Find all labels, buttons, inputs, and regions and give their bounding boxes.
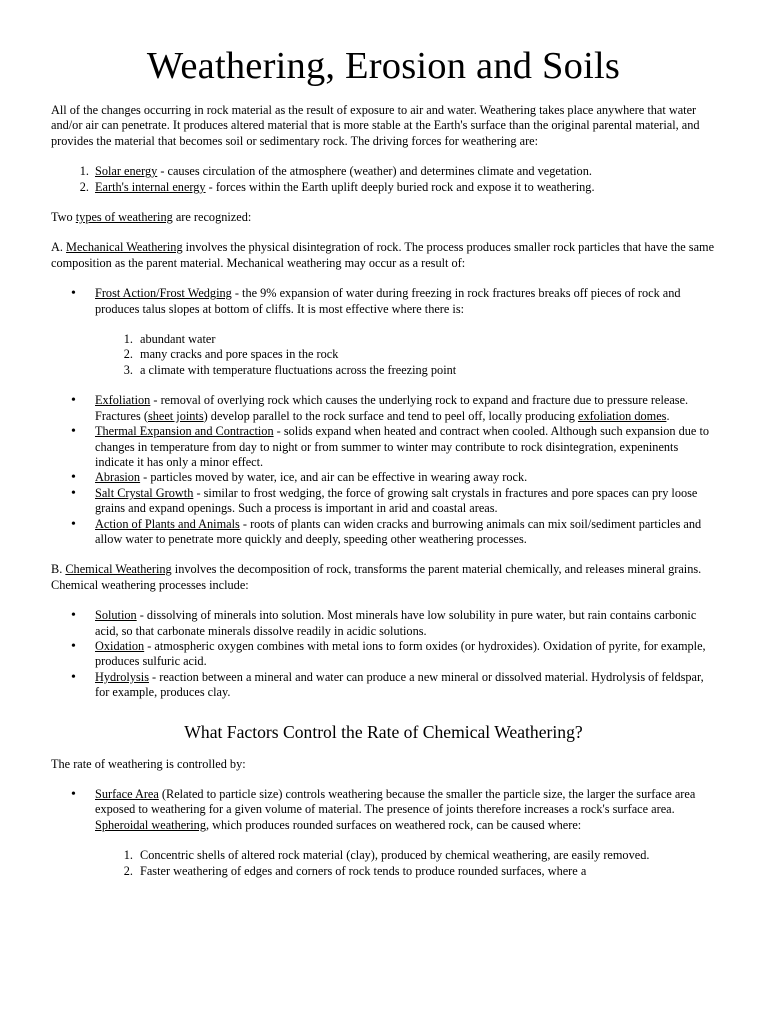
frost-conditions-list xyxy=(51,332,716,378)
list-item: 1. Solar energy - causes circulation of the atmosphere (weather) and determines climate and vegetation. xyxy=(79,164,592,179)
chemical-weathering-intro: B. Chemical Weathering involves the decomposition of rock, transforms the parent material chemically, and releases mineral grains. Chemical weathering processes include: xyxy=(51,562,702,592)
term: Earth's internal energy xyxy=(95,179,206,194)
bullet-icon: • xyxy=(71,669,76,685)
term: Mechanical Weathering xyxy=(66,240,183,255)
term: Hydrolysis xyxy=(95,669,149,684)
document-title: Weathering, Erosion and Soils xyxy=(146,45,621,87)
bullet-icon: • xyxy=(71,393,76,409)
bullet-icon: • xyxy=(71,424,76,440)
term: Abrasion xyxy=(95,470,141,485)
bullet-icon: • xyxy=(71,485,76,501)
term: Action of Plants and Animals xyxy=(95,516,240,531)
section-heading: What Factors Control the Rate of Chemical Weathering? xyxy=(184,721,583,742)
list-item: • Thermal Expansion and Contraction - solids expand when heated and contract when cooled. Although such expansion due to changes in temperature from day to night or from summer to winter may contribute to rock disintegration, expeninents indicate it has only a minor effect. xyxy=(71,424,710,469)
mechanical-processes-list xyxy=(51,393,716,547)
term: Chemical Weathering xyxy=(65,562,172,577)
list-item: 3. a climate with temperature fluctuations across the freezing point xyxy=(123,362,457,377)
intro-paragraph: All of the changes occurring in rock material as the result of exposure to air and water. Weathering takes place anywhere that water and/or air can penetrate. It produces altered material that is more stable at the Earth's surface than the original parental material, and provides the material that becomes soil or sedimentary rock. The driving forces for weathering are: xyxy=(51,103,700,148)
spheroidal-causes-list xyxy=(51,848,716,879)
frost-list xyxy=(51,286,716,317)
bullet-icon: • xyxy=(71,608,76,624)
rate-intro: The rate of weathering is controlled by: xyxy=(51,756,246,771)
bullet-icon: • xyxy=(71,516,76,532)
list-item: • Oxidation - atmospheric oxygen combines with metal ions to form oxides (or hydroxides). Oxidation of pyrite, for example, produces sulfuric acid. xyxy=(71,638,706,669)
term: exfoliation domes xyxy=(577,408,667,423)
list-item: • Frost Action/Frost Wedging - the 9% expansion of water during freezing in rock fractures breaks off pieces of rock and produces talus slopes at bottom of cliffs. It is most effective where there is: xyxy=(71,286,681,316)
term: Salt Crystal Growth xyxy=(95,485,194,500)
list-item: 1. Concentric shells of altered rock material (clay), produced by chemical weathering, are easily removed. xyxy=(123,848,650,863)
term: Solar energy xyxy=(95,164,158,179)
mechanical-weathering-intro: A. Mechanical Weathering involves the physical disintegration of rock. The process produces smaller rock particles that have the same composition as the parent material. Mechanical weathering may occur as a result of: xyxy=(51,240,715,270)
term: types of weathering xyxy=(75,210,173,225)
bullet-icon: • xyxy=(71,286,76,302)
term: Frost Action/Frost Wedging xyxy=(95,286,232,301)
term: Thermal Expansion and Contraction xyxy=(95,424,274,439)
list-item: • Solution - dissolving of minerals into solution. Most minerals have low solubility in pure water, but rain contains carbonic acid, so that carbonate minerals dissolve readily in acidic solutions. xyxy=(71,608,697,638)
bullet-icon: • xyxy=(71,787,76,802)
term: Exfoliation xyxy=(95,393,151,408)
list-item: • Exfoliation - removal of overlying rock which causes the underlying rock to expand and fracture due to pressure release. Fractures (sheet joints) develop parallel to the rock surface and tend to peel off, locally producing exfoliation domes. xyxy=(71,393,689,423)
bullet-icon: • xyxy=(71,638,76,654)
term: sheet joints xyxy=(147,408,204,423)
list-item: 2. Faster weathering of edges and corners of rock tends to produce rounded surfaces, where a xyxy=(123,863,587,878)
list-item: • Hydrolysis - reaction between a mineral and water can produce a new mineral or dissolved material. Hydrolysis of feldspar, for example, produces clay. xyxy=(71,669,704,700)
list-item: 1. abundant water xyxy=(123,332,216,347)
driving-forces-list xyxy=(51,164,716,195)
rate-factors-list xyxy=(51,787,716,833)
term: Oxidation xyxy=(95,638,145,653)
chemical-processes-list xyxy=(51,608,716,700)
list-item: • Abrasion - particles moved by water, ice, and air can be effective in wearing away rock. xyxy=(71,470,528,486)
types-of-weathering-line: Two types of weathering are recognized: xyxy=(51,210,252,225)
list-item: 2. Earth's internal energy - forces within the Earth uplift deeply buried rock and expose it to weathering. xyxy=(79,179,595,194)
term: Solution xyxy=(95,608,137,623)
list-item: • Salt Crystal Growth - similar to frost wedging, the force of growing salt crystals in fractures and pore spaces can pry loose grains and expand openings. Such a process is important in arid and coastal areas. xyxy=(71,485,698,516)
list-item: • Surface Area (Related to particle size) controls weathering because the smaller the particle size, the larger the surface area exposed to weathering for a given volume of material. The presence of joints therefore increases a rock's surface area. Spheroidal weathering, which produces rounded surfaces on weathered rock, can be caused where: xyxy=(71,787,696,832)
term: Spheroidal weathering xyxy=(95,817,206,832)
term: Surface Area xyxy=(95,787,159,801)
bullet-icon: • xyxy=(71,470,76,486)
list-item: 2. many cracks and pore spaces in the rock xyxy=(123,347,339,362)
list-item: • Action of Plants and Animals - roots of plants can widen cracks and burrowing animals can mix soil/sediment particles and allow water to penetrate more quickly and deeply, speeding other weathering processes. xyxy=(71,516,702,546)
